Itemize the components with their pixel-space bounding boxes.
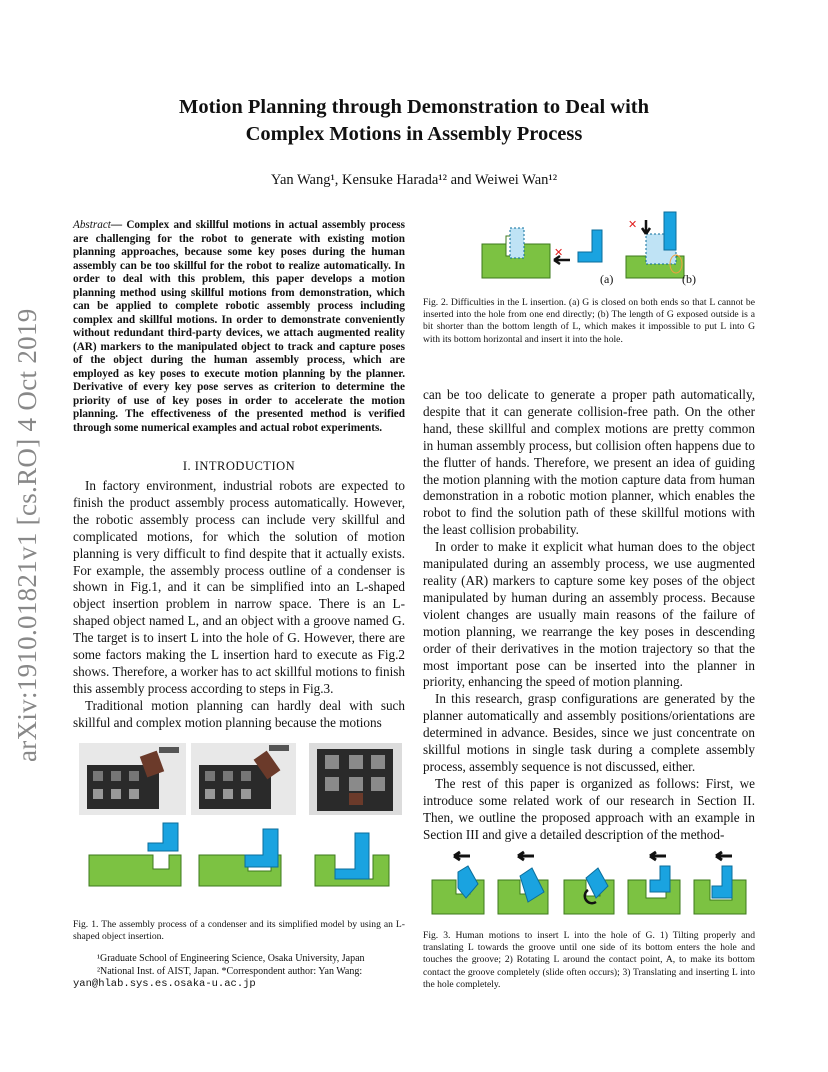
svg-text:✕: ✕ [628, 218, 638, 231]
right-paragraph-3: In this research, grasp configurations are generated by the planner automatically and assembly positions/orientations are determined in advance. Besides, since we just concentrate on skillful motions in single task during a complete assembly process, assembly sequence is not discussed, either. [423, 691, 755, 774]
fig3-step-5 [694, 852, 746, 914]
figure-2 [478, 208, 718, 288]
figure-3 [430, 850, 750, 916]
figure-3-caption: Fig. 3. Human motions to insert L into the hole of G. 1) Tilting properly and translating L towards the groove until one side of its bottom enters the hole and touches the groove; 2) Rotating L around the contact point, A, to make its bottom contact the groove completely (slide often occurs); 3) Translating and inserting L into the hole completely. [423, 930, 755, 990]
fig2-label-a: (a) [600, 272, 614, 286]
arxiv-identifier: arXiv:1910.01821v1 [cs.RO] 4 Oct 2019 [12, 308, 42, 762]
abstract [73, 219, 405, 435]
svg-text:✕: ✕ [554, 246, 564, 259]
abstract-lead: Abstract [73, 219, 111, 231]
right-column-body [423, 387, 755, 843]
fig2a-diagram [482, 228, 602, 278]
intro-paragraph-1: In factory environment, industrial robots are expected to finish the product assembly process automatically. However, the robotic assembly process can include very skillful and complicated motions, for which the solution of motion planning is very difficult to find despite that it actually exists. For example, the assembly process outline of a condenser is shown in Fig.1, and it can be simplified into an L-shaped object insertion problem in narrow space. There is an L-shaped object named L, and an object with a groove named G. The target is to insert L into the hole of G. However, there are some factors making the L insertion hard to execute as Fig.2 shows. Therefore, a worker has to act skillful motions to finish this assembly process according to steps in Fig.3. [73, 478, 405, 696]
paper-title [0, 94, 828, 148]
title-line-1: Motion Planning through Demonstration to Deal with [178, 96, 649, 118]
l-insertion-model-3 [315, 833, 389, 886]
fig3-step-2 [498, 852, 548, 914]
figure-2-caption: Fig. 2. Difficulties in the L insertion. (a) G is closed on both ends so that L cannot be inserted into the hole from one end directly; (b) The length of G exposed outside is a bit shorter than the bottom length of L, which makes it impossible to put L into G with its bottom horizontal and insert it into the hole. [423, 297, 755, 345]
fig2-label-b: (b) [682, 272, 696, 286]
abstract-body: — Complex and skillful motions in actual assembly process are challenging for the robot to generate with existing motion planning approaches, because some key poses during the human assembly can be too skillful for the robot to realize automatically. In order to deal with this problem, this paper develops a motion planning method using skillful motions from demonstration, which can be applied to complete robotic assembly process including complex and skillful motions. In order to demonstrate conveniently without redundant third-party devices, we attach augmented reality (AR) markers to the manipulated object to track and capture poses of the object during the human assembly process, which are employed as key poses to execute motion planning by the planner. Derivative of every key pose serves as criterion to determine the priority of use of key poses in order to accelerate the motion planning. The effectiveness of the presented method is verified through some numerical examples and actual robot experiments. [73, 219, 405, 434]
figure-1 [73, 743, 405, 893]
l-insertion-model-2 [199, 829, 281, 886]
condenser-photo-1 [79, 743, 186, 815]
fig3-step-3 [564, 868, 614, 914]
intro-paragraph-2: Traditional motion planning can hardly deal with such skillful and complex motion planning because the motions [73, 697, 405, 730]
title-line-2: Complex Motions in Assembly Process [245, 123, 583, 145]
right-paragraph-2: In order to make it explicit what human does to the object manipulated during an assembly process, we use augmented reality (AR) markers to capture some key poses of the object manipulated by human during an assembly process. Because violent changes are usually main reasons of the failure of motion planning, we rearrange the key poses in descending order of their derivatives in the motion trajectory so that the most important pose can be inserted into the planner in priority, enhancing the speed of motion planning. [423, 539, 755, 690]
condenser-photo-2 [191, 743, 296, 815]
figure-1-caption: Fig. 1. The assembly process of a condenser and its simplified model by using an L-shaped object insertion. [73, 919, 405, 943]
footnote-email: yan@hlab.sys.es.osaka-u.ac.jp [73, 978, 256, 990]
fig3-step-1 [432, 852, 484, 914]
right-paragraph-4: The rest of this paper is organized as follows: First, we introduce some related work of our research in Section II. Then, we outline the proposed approach with an example in Section III and give a detailed description of the method- [423, 775, 755, 842]
footnote-1: ¹Graduate School of Engineering Science, Osaka University, Japan [97, 953, 365, 964]
authors: Yan Wang¹, Kensuke Harada¹² and Weiwei Wan¹² [270, 172, 558, 188]
footnote-2: ²National Inst. of AIST, Japan. *Correspondent author: Yan Wang: [97, 965, 363, 977]
right-paragraph-1: can be too delicate to generate a proper path automatically, despite that it can generate collision-free path. On the other hand, these skillful and complex motions are pretty common in human assembly process, but collision often happens due to the flutter of hands. Therefore, we present an idea of guiding the motion planning with the motion capture data from human demonstration in a robotic motion planner, which enables the robot to find the solution path of these skillful motions with the least collision probability. [423, 387, 755, 538]
fig2b-diagram [626, 212, 684, 278]
footnotes [73, 953, 405, 991]
condenser-photo-3 [309, 743, 402, 815]
left-column-body [73, 478, 405, 732]
l-insertion-model-1 [89, 823, 181, 886]
fig3-step-4 [628, 852, 680, 914]
figure-3-graphic [430, 850, 750, 916]
section-heading-introduction: I. INTRODUCTION [182, 459, 296, 473]
figure-1-graphic [73, 743, 405, 893]
